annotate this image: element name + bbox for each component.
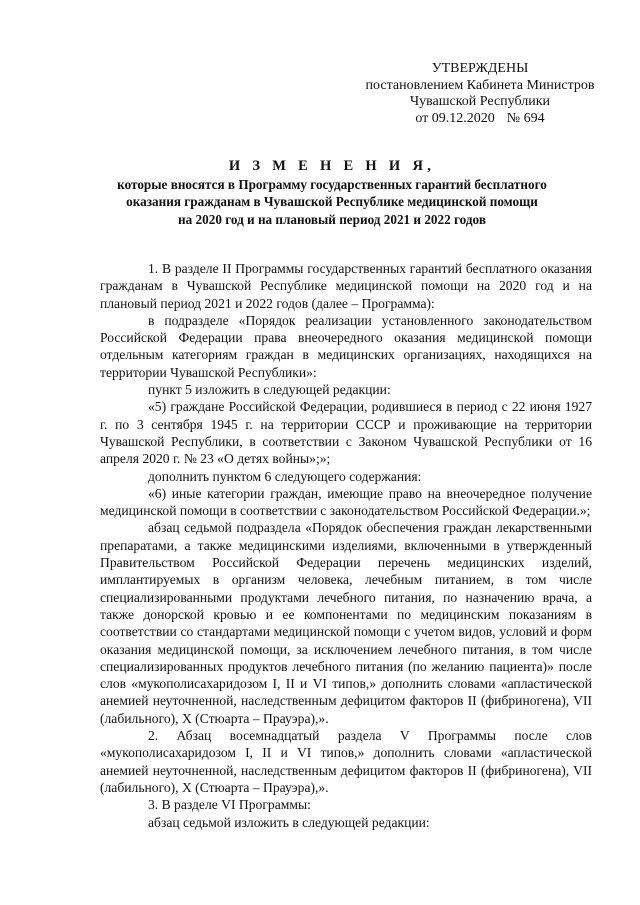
paragraph: дополнить пунктом 6 следующего содержания: — [148, 468, 422, 484]
approval-republic: Чувашской Республики — [409, 94, 551, 109]
paragraph: в подразделе «Порядок реализации установленного законодательством Российской Федерации права внеочередного оказания медицинской помощи отдельным категориям граждан в медицинских организациях, находящихся на территории Чувашской Республики»: — [100, 312, 592, 380]
paragraph: «6) иные категории граждан, имеющие право на внеочередное получение медицинской помощи в соответствии с законодательством Российской Федерации.»; — [100, 485, 592, 519]
title-line-3: на 2020 год и на плановый период 2021 и 2022 годов — [178, 211, 486, 227]
paragraph: 3. В разделе VI Программы: — [148, 797, 311, 813]
document-title — [78, 156, 586, 228]
approval-authority: постановлением Кабинета Министров — [365, 77, 595, 93]
approval-number: № 694 — [506, 110, 545, 126]
title-heading: И З М Е Н Е Н И Я, — [228, 158, 436, 174]
approval-date-line — [360, 111, 600, 128]
paragraph: «5) граждане Российской Федерации, родившиеся в период с 22 июня 1927 г. по 3 сентября 1945 г. на территории СССР и проживающие на территории Чувашской Республики, в соответствии с Законом Чувашской Республики от 16 апреля 2020 г. № 23 «О детях войны»;»; — [100, 399, 592, 467]
document-body — [100, 260, 592, 831]
approval-stamp — [360, 61, 600, 127]
title-line-2: оказания гражданам в Чувашской Республике медицинской помощи — [126, 194, 538, 210]
paragraph: 2. Абзац восемнадцатый раздела V Программы после слов «мукополисахаридозом I, II и VI типов,» дополнить словами «апластической анемией неуточненной, наследственным дефицитом факторов II (фибриногена), VII (лабильного), X (Стюарта – Прауэра),». — [100, 728, 592, 795]
paragraph: пункт 5 изложить в следующей редакции: — [148, 382, 391, 398]
approval-title: УТВЕРЖДЕНЫ — [431, 61, 529, 76]
paragraph: абзац седьмой изложить в следующей редакции: — [148, 814, 430, 830]
title-line-1: которые вносятся в Программу государственных гарантий бесплатного — [117, 177, 547, 192]
approval-date: от 09.12.2020 — [415, 110, 495, 126]
paragraph: 1. В разделе II Программы государственных гарантий бесплатного оказания гражданам в Чувашской Республике медицинской помощи на 2020 год и на плановый период 2021 и 2022 годов (далее – Программа): — [100, 261, 592, 311]
paragraph: абзац седьмой подраздела «Порядок обеспечения граждан лекарственными препаратами, а также медицинскими изделиями, включенными в утвержденный Правительством Российской Федерации перечень медицинских изделий, имплантируемых в организм человека, лечебным питанием, в том числе специализированными продуктами лечебного питания, по назначению врача, а также донорской кровью и ее компонентами по медицинским показаниям в соответствии со стандартами медицинской помощи с учетом видов, условий и форм оказания медицинской помощи, за исключением лечебного питания, в том числе специализированных продуктов лечебного питания (по желанию пациента)» после слов «мукополисахаридозом I, II и VI типов,» дополнить словами «апластической анемией неуточненной, наследственным дефицитом факторов II (фибриногена), VII (лабильного), X (Стюарта – Прауэра),». — [100, 520, 592, 726]
